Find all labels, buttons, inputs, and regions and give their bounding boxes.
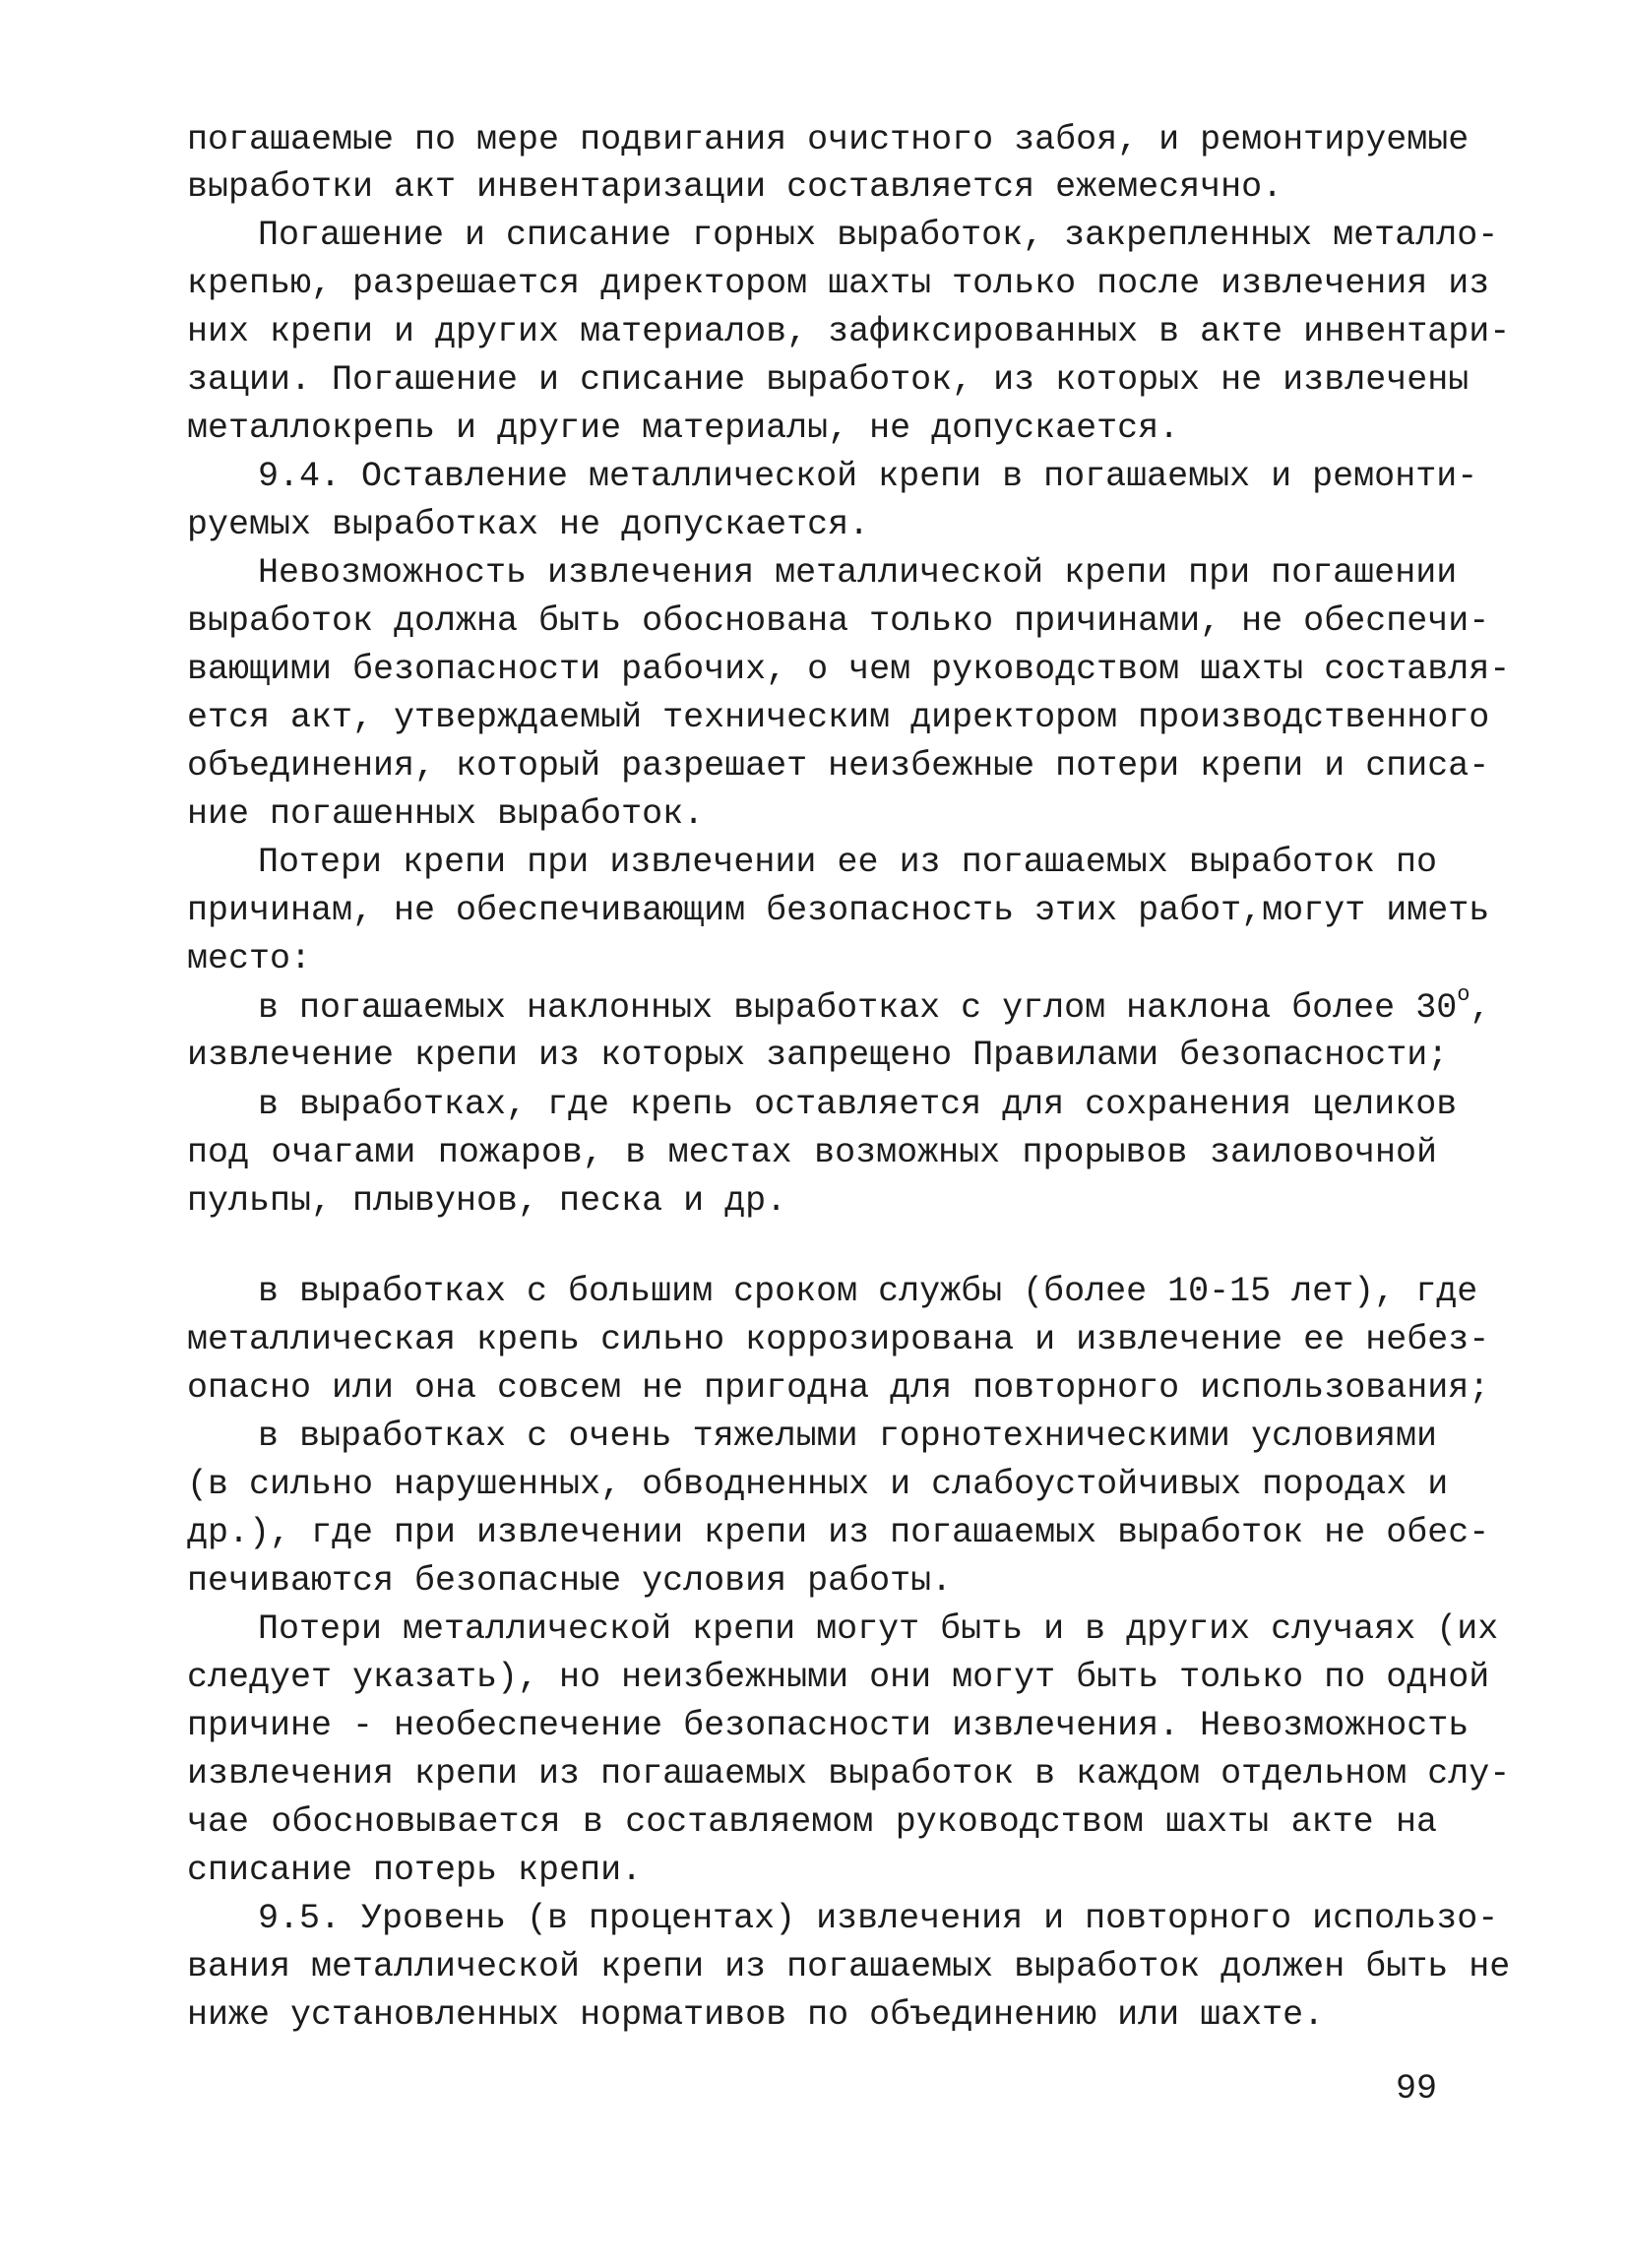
text-line: причинам, не обеспечивающим безопасность этих работ,могут иметь: [187, 891, 1490, 930]
text-line: под очагами пожаров, в местах возможных прорывов заиловочной: [187, 1133, 1437, 1172]
text-line: (в сильно нарушенных, обводненных и слабоустойчивых породах и: [187, 1465, 1449, 1504]
text-line: Погашение и списание горных выработок, закрепленных металло-: [258, 216, 1499, 255]
text-line: 9.5. Уровень (в процентах) извлечения и повторного использо-: [258, 1899, 1499, 1938]
text-line: зации. Погашение и списание выработок, из которых не извлечены: [187, 360, 1470, 400]
text-line: крепью, разрешается директором шахты только после извлечения из: [187, 264, 1490, 303]
text-line: Потери крепи при извлечении ее из погашаемых выработок по: [258, 843, 1437, 882]
text-line: списание потерь крепи.: [187, 1851, 643, 1890]
text-line: руемых выработках не допускается.: [187, 505, 870, 544]
text-line: печиваются безопасные условия работы.: [187, 1561, 953, 1601]
text-line: вающими безопасности рабочих, о чем руководством шахты составля-: [187, 650, 1511, 689]
text-line: 9.4. Оставление металлической крепи в погашаемых и ремонти-: [258, 457, 1478, 496]
text-line: в выработках с большим сроком службы (более 10-15 лет), где: [258, 1272, 1478, 1311]
text-line: ниже установленных нормативов по объединению или шахте.: [187, 1995, 1325, 2035]
text-line-body: в погашаемых наклонных выработках с углом наклона более 30: [258, 988, 1458, 1028]
text-line: металлокрепь и другие материалы, не допускается.: [187, 409, 1180, 448]
text-line: ние погашенных выработок.: [187, 794, 705, 834]
text-line: погашаемые по мере подвигания очистного забоя, и ремонтируемые: [187, 120, 1470, 159]
text-line: ется акт, утверждаемый техническим директором производственного: [187, 698, 1490, 737]
text-line: [258, 982, 1491, 1032]
text-line: др.), где при извлечении крепи из погашаемых выработок не обес-: [187, 1513, 1490, 1552]
text-line: в выработках, где крепь оставляется для сохранения целиков: [258, 1085, 1458, 1124]
text-line: выработок должна быть обоснована только причинами, не обеспечи-: [187, 601, 1490, 641]
text-line: причине - необеспечение безопасности извлечения. Невозможность: [187, 1706, 1470, 1745]
text-line: Невозможность извлечения металлической крепи при погашении: [258, 553, 1458, 593]
text-line: вания металлической крепи из погашаемых выработок должен быть не: [187, 1947, 1511, 1986]
text-line: извлечение крепи из которых запрещено Правилами безопасности;: [187, 1036, 1449, 1075]
degree-sign: о: [1457, 982, 1471, 1008]
text-line: следует указать), но неизбежными они могут быть только по одной: [187, 1658, 1490, 1697]
text-line: в выработках с очень тяжелыми горнотехническими условиями: [258, 1417, 1437, 1456]
degree-tail: ,: [1470, 988, 1491, 1028]
text-line: объединения, который разрешает неизбежные потери крепи и списа-: [187, 746, 1490, 786]
text-line: пульпы, плывунов, песка и др.: [187, 1181, 787, 1221]
text-line: них крепи и других материалов, зафиксированных в акте инвентари-: [187, 312, 1511, 351]
text-line: извлечения крепи из погашаемых выработок в каждом отдельном слу-: [187, 1754, 1511, 1794]
text-line: чае обосновывается в составляемом руководством шахты акте на: [187, 1802, 1437, 1842]
text-line: металлическая крепь сильно коррозирована и извлечение ее небез-: [187, 1320, 1490, 1359]
text-line: опасно или она совсем не пригодна для повторного использования;: [187, 1368, 1490, 1408]
text-line: выработки акт инвентаризации составляется ежемесячно.: [187, 167, 1283, 207]
text-line: место:: [187, 939, 312, 978]
page-number: 99: [1395, 2069, 1437, 2109]
text-line: Потери металлической крепи могут быть и в других случаях (их: [258, 1609, 1499, 1649]
